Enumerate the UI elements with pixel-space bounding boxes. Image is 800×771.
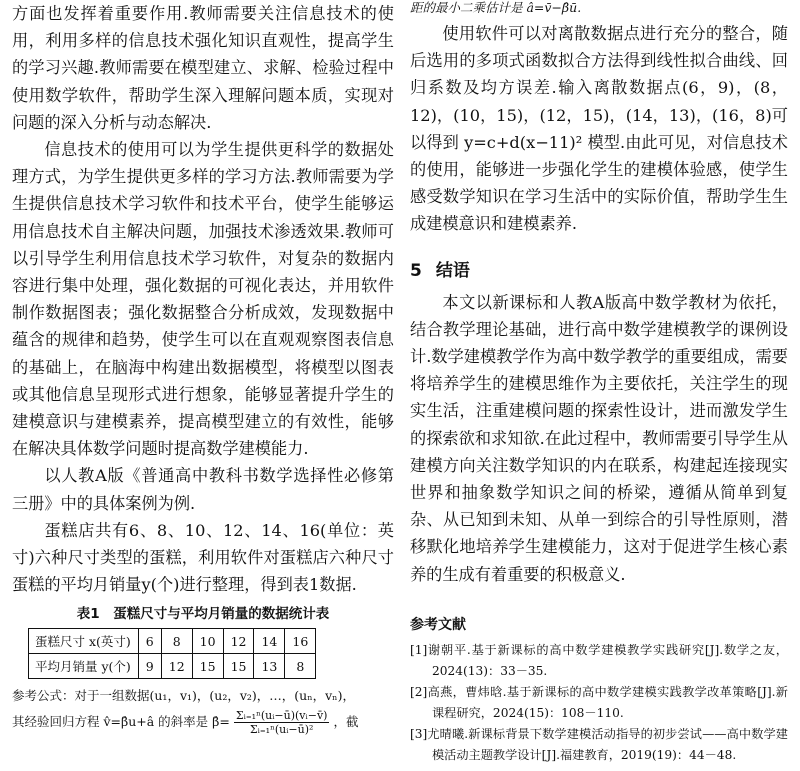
table-row-label: 平均月销量 y(个) — [29, 654, 139, 679]
slope-fraction — [234, 709, 330, 736]
table-cell: 14 — [254, 629, 285, 654]
section-heading — [410, 256, 788, 281]
table-cell: 15 — [223, 654, 254, 679]
paragraph-cake-problem: 蛋糕店共有6、8、10、12、14、16(单位：英寸)六种尺寸类型的蛋糕，利用软件对蛋糕店六种尺寸蛋糕的平均月销量y(个)进行整理，得到表1数据. — [12, 520, 394, 595]
table-row-label: 蛋糕尺寸 x(英寸) — [29, 629, 139, 654]
reference-item: [3]尤晴曦.新课标背景下数学建模活动指导的初步尝试——高中数学建模活动主题教学设计[J].福建教育，2019(19)：44－48. — [410, 726, 788, 762]
table-cell: 8 — [161, 629, 192, 654]
table-cell: 9 — [138, 654, 161, 679]
table-row — [29, 629, 316, 654]
right-column — [410, 0, 788, 766]
data-table — [28, 628, 316, 679]
reference-item: [1]谢朝平.基于新课标的高中数学建模教学实践研究[J].数学之友，2024(13)：33－35. — [410, 642, 788, 678]
table-cell: 16 — [285, 629, 316, 654]
left-column — [12, 0, 394, 740]
fraction-numerator: Σᵢ₌₁ⁿ(uᵢ−ū)(vᵢ−v̄) — [235, 709, 328, 723]
table-cell: 8 — [285, 654, 316, 679]
paragraph-data-processing: 信息技术的使用可以为学生提供更科学的数据处理方式，为学生提供更多样的学习方法.教师需要为学生提供信息技术学习软件和技术平台，使学生能够运用信息技术自主解决问题，加强技术渗透效果.教师可以引导学生利用信息技术学习软件，对复杂的数据内容进行集中处理，强化数据的可视化表达，并用软件制作数据图表；强化数据整合分析成效，发现数据中蕴含的规律和趋势，使学生可以在直观观察图表信息的基础上，在脑海中构建出数据模型，将模型以图表或其他信息呈现形式进行想象，能够显著提升学生的建模意识与建模素养，提高模型建立的有效性，能够在解决具体数学问题时提高数学建模能力. — [12, 140, 394, 459]
reference-item: [2]高燕，曹炜晗.基于新课标的高中数学建模实践教学改革策略[J].新课程研究，2024(15)：108－110. — [410, 684, 788, 720]
table-cell: 6 — [138, 629, 161, 654]
paragraph-software-fit: 使用软件可以对离散数据点进行充分的整合，随后选用的多项式函数拟合方法得到线性拟合曲线、回归系数及均方误差.输入离散数据点(6，9)，(8，12)，(10，15)，(12，15)，(14，13)，(16，8)可以得到 y=c+d(x−11)² 模型.由此可见，对信息技术的使用，能够进一步强化学生的建模体验感，使学生感受数学知识在学习生活中的实际价值，帮助学生生成建模意识和建模素养. — [410, 24, 788, 234]
table-cell: 12 — [223, 629, 254, 654]
section-number: 5 — [410, 260, 422, 281]
regression-formula — [12, 709, 394, 736]
section-title: 结语 — [435, 260, 470, 281]
paragraph-conclusion: 本文以新课标和人教A版高中数学教材为依托，结合教学理论基础，进行高中数学建模教学的课例设计.数学建模教学作为高中数学教学的重要组成，需要将培养学生的建模思维作为主要依托，关注学生的现实生活，注重建模问题的探索性设计，进而激发学生的探索欲和求知欲.在此过程中，教师需要引导学生从建模方向关注数学知识的内在联系，构建起连接现实世界和抽象数学知识之间的桥梁，遵循从简单到复杂、从已知到未知、从单一到综合的引导性原则，潜移默化地培养学生建模能力，这对于促进学生核心素养的生成有着重要的积极意义. — [410, 292, 788, 584]
table-row — [29, 654, 316, 679]
intercept-formula: 距的最小二乘估计是 â=v̄−β̂ū. — [410, 0, 582, 15]
fraction-denominator: Σᵢ₌₁ⁿ(uᵢ−ū)² — [249, 723, 314, 737]
paragraph-tech-use: 方面也发挥着重要作用.教师需要关注信息技术的使用，利用多样的信息技术强化知识直观性，提高学生的学习兴趣.教师需要在模型建立、求解、检验过程中使用数学软件，帮助学生深入理解问题本质，实现对问题的深入分析与动态解决. — [12, 4, 394, 132]
formula-reference: 参考公式：对于一组数据(u₁，v₁)，(u₂，v₂)，…，(uₙ，vₙ)， — [12, 688, 355, 704]
table-cell: 15 — [192, 654, 223, 679]
formula-text-end: ，截 — [333, 714, 359, 730]
table-cell: 10 — [192, 629, 223, 654]
table-cell: 13 — [254, 654, 285, 679]
paragraph-example-intro: 以人教A版《普通高中教科书数学选择性必修第三册》中的具体案例为例. — [12, 466, 394, 513]
references-heading: 参考文献 — [410, 616, 466, 633]
table-cell: 12 — [161, 654, 192, 679]
table-caption: 表1 蛋糕尺寸与平均月销量的数据统计表 — [76, 606, 330, 623]
formula-text-start: 其经验回归方程 v̂=β̂u+â 的斜率是 β̂= — [12, 714, 230, 730]
